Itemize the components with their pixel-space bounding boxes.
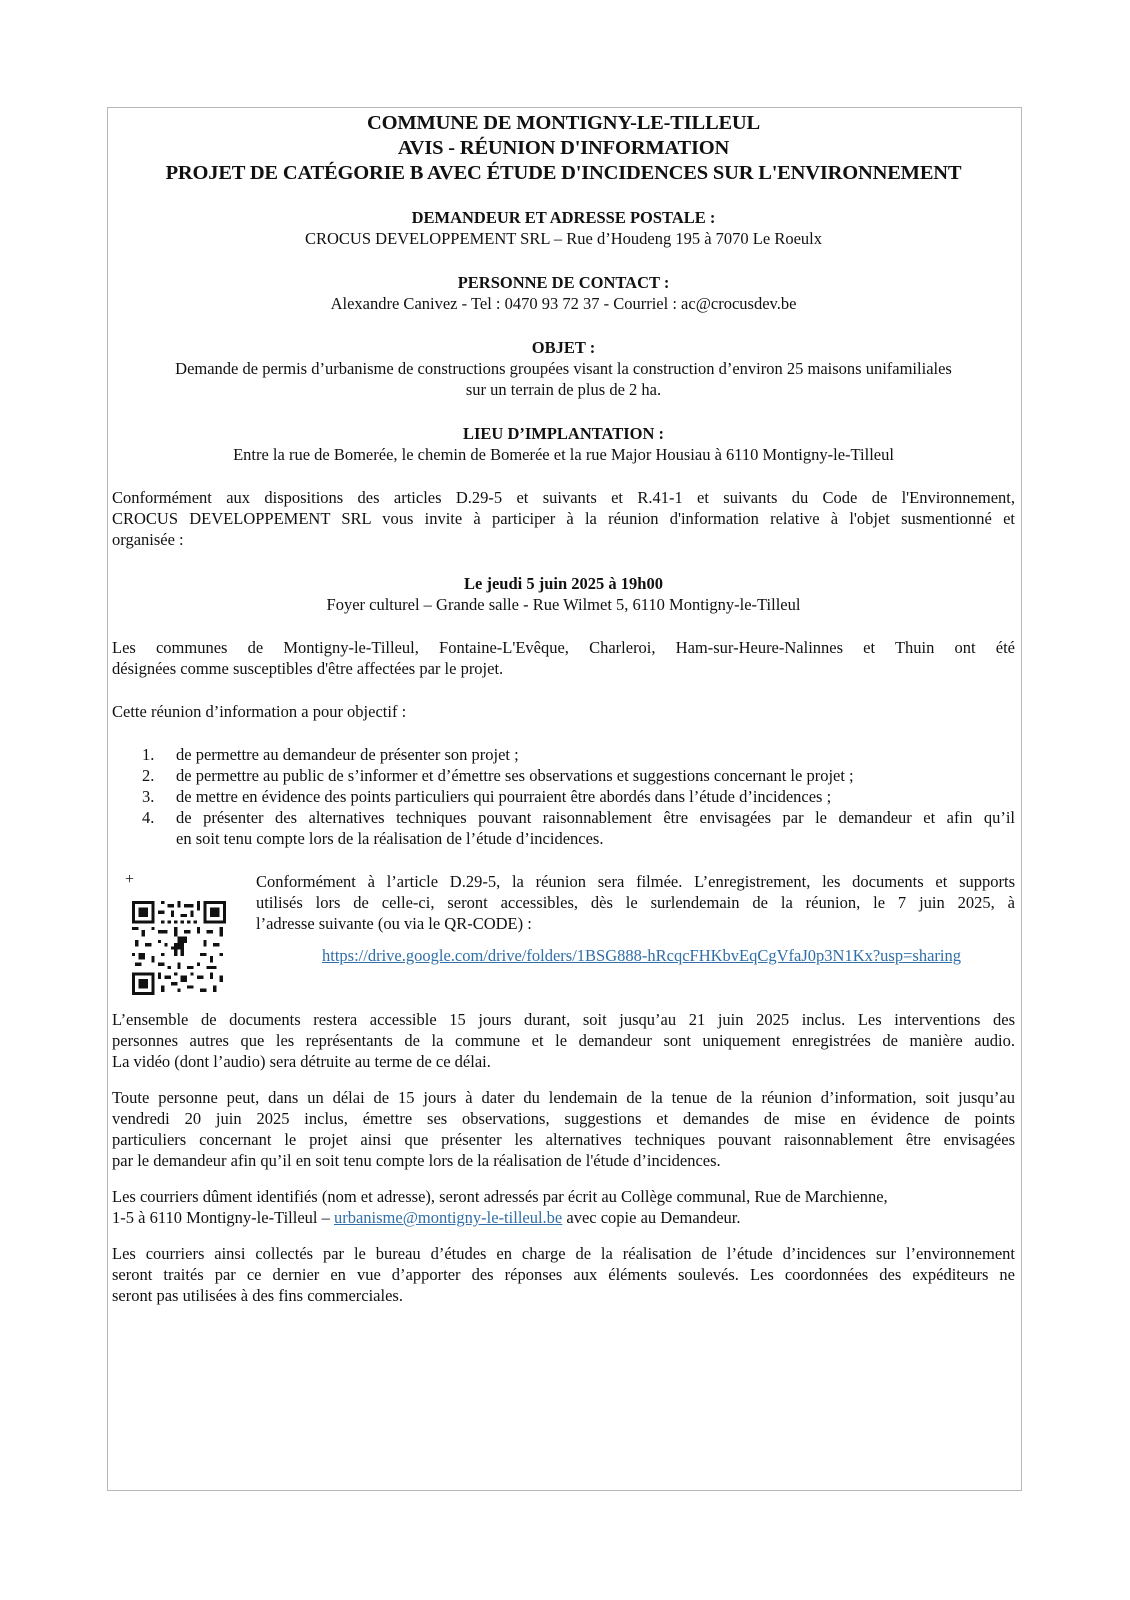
objectif-item: [112, 744, 1015, 765]
notice-frame: [107, 107, 1022, 1491]
lieu-text: Entre la rue de Bomerée, le chemin de Bomerée et la rue Major Housiau à 6110 Montigny-le-Tilleul: [233, 445, 894, 464]
title-projet: PROJET DE CATÉGORIE B AVEC ÉTUDE D'INCIDENCES SUR L'ENVIRONNEMENT: [165, 162, 962, 184]
communes-paragraph: [112, 637, 1015, 679]
qr-code-icon[interactable]: [132, 901, 226, 995]
item-text: de permettre au public de s’informer et d’émettre ses observations et suggestions concernant le projet ;: [176, 766, 854, 785]
objet-line1: Demande de permis d’urbanisme de constructions groupées visant la construction d’environ 25 maisons unifamiliales: [175, 359, 952, 378]
meeting-place: Foyer culturel – Grande salle - Rue Wilmet 5, 6110 Montigny-le-Tilleul: [326, 595, 801, 614]
collecte-paragraph: [112, 1243, 1015, 1306]
objectifs-intro: Cette réunion d’information a pour objectif :: [112, 702, 407, 721]
courriers-copy: avec copie au Demandeur.: [562, 1208, 741, 1227]
item-number: 3.: [142, 787, 155, 806]
objectif-item: [112, 786, 1015, 807]
demandeur-heading: DEMANDEUR ET ADRESSE POSTALE :: [411, 208, 716, 227]
recording-block: [112, 871, 1015, 1003]
communes-line: désignées comme susceptibles d'être affectées par le projet.: [112, 659, 504, 678]
item-number: 4.: [142, 808, 155, 827]
notice-content: [108, 108, 1021, 1306]
communes-line: Les communes de Montigny-le-Tilleul, Fontaine-L'Evêque, Charleroi, Ham-sur-Heure-Nalinnes et Thuin ont été: [112, 638, 1015, 657]
intro-line: organisée :: [112, 530, 184, 549]
recording-line: utilisés lors de celle-ci, seront accessibles, dès le surlendemain de la réunion, le 7 juin 2025, à: [256, 893, 1015, 912]
contact-heading: PERSONNE DE CONTACT :: [457, 273, 670, 292]
drive-link[interactable]: https://drive.google.com/drive/folders/1BSG888-hRcqcFHKbvEqCgVfaJ0p3N1Kx?usp=sharing: [322, 946, 961, 965]
recording-text: [256, 871, 1015, 966]
recording-line: Conformément à l’article D.29-5, la réunion sera filmée. L’enregistrement, les documents et supports: [256, 872, 1015, 891]
availability-line: personnes autres que les représentants de la commune et le demandeur sont uniquement enregistrées de manière audio.: [112, 1031, 1015, 1050]
item-text: de permettre au demandeur de présenter son projet ;: [176, 745, 519, 764]
courriers-line: [112, 1207, 1015, 1228]
item-text: de mettre en évidence des points particuliers qui pourraient être abordés dans l’étude d’incidences ;: [176, 787, 832, 806]
objectif-item: [112, 765, 1015, 786]
observations-line: Toute personne peut, dans un délai de 15 jours à dater du lendemain de la tenue de la réunion d’information, soit jusqu’au: [112, 1088, 1015, 1107]
observations-line: vendredi 20 juin 2025 inclus, émettre ses observations, suggestions et demandes de mise en évidence de points: [112, 1109, 1015, 1128]
observations-line: particuliers concernant le projet ainsi que présenter les alternatives techniques pouvant raisonnablement être envisagées: [112, 1130, 1015, 1149]
section-contact: [112, 272, 1015, 314]
item-number: 2.: [142, 766, 155, 785]
meeting-date: Le jeudi 5 juin 2025 à 19h00: [464, 574, 663, 593]
plus-icon: +: [125, 871, 135, 888]
item-number: 1.: [142, 745, 155, 764]
collecte-line: Les courriers ainsi collectés par le bureau d’études en charge de la réalisation de l’étude d’incidences sur l’environnement: [112, 1244, 1015, 1263]
lieu-heading: LIEU D’IMPLANTATION :: [462, 424, 665, 443]
item-text: en soit tenu compte lors de la réalisation de l’étude d’incidences.: [176, 829, 604, 848]
objectifs-list: [112, 744, 1015, 849]
notice-title: [112, 111, 1015, 186]
collecte-line: seront pas utilisées à des fins commerciales.: [112, 1286, 403, 1305]
courriers-line: Les courriers dûment identifiés (nom et adresse), seront adressés par écrit au Collège communal, Rue de Marchienne,: [112, 1187, 888, 1206]
objet-heading: OBJET :: [531, 338, 596, 357]
recording-line: l’adresse suivante (ou via le QR-CODE) :: [256, 914, 532, 933]
section-lieu: [112, 423, 1015, 465]
courriers-address: 1-5 à 6110 Montigny-le-Tilleul –: [112, 1208, 334, 1227]
demandeur-text: CROCUS DEVELOPPEMENT SRL – Rue d’Houdeng 195 à 7070 Le Roeulx: [305, 229, 822, 248]
observations-paragraph: [112, 1087, 1015, 1171]
availability-line: La vidéo (dont l’audio) sera détruite au terme de ce délai.: [112, 1052, 491, 1071]
availability-paragraph: [112, 1009, 1015, 1072]
item-text: de présenter des alternatives techniques pouvant raisonnablement être envisagées par le demandeur et afin qu’il: [176, 808, 1015, 827]
collecte-line: seront traités par ce dernier en vue d’apporter des réponses aux éléments soulevés. Les coordonnées des expéditeurs ne: [112, 1265, 1015, 1284]
email-link[interactable]: urbanisme@montigny-le-tilleul.be: [333, 1208, 563, 1227]
availability-line: L’ensemble de documents restera accessible 15 jours durant, soit jusqu’au 21 juin 2025 inclus. Les interventions des: [112, 1010, 1015, 1029]
objectif-item: [112, 807, 1015, 849]
courriers-paragraph: [112, 1186, 1015, 1228]
title-avis: AVIS - RÉUNION D'INFORMATION: [397, 137, 730, 159]
meeting-details: [112, 573, 1015, 615]
intro-line: CROCUS DEVELOPPEMENT SRL vous invite à participer à la réunion d'information relative à l'objet susmentionné et: [112, 509, 1015, 528]
section-objet: [112, 337, 1015, 400]
section-demandeur: [112, 207, 1015, 249]
intro-paragraph: [112, 487, 1015, 550]
intro-line: Conformément aux dispositions des articles D.29-5 et suivants et R.41-1 et suivants du Code de l'Environnement,: [112, 488, 1015, 507]
observations-line: par le demandeur afin qu’il en soit tenu compte lors de la réalisation de l'étude d’incidences.: [112, 1151, 721, 1170]
title-commune: COMMUNE DE MONTIGNY-LE-TILLEUL: [366, 112, 761, 134]
contact-text: Alexandre Canivez - Tel : 0470 93 72 37 - Courriel : ac@crocusdev.be: [330, 294, 797, 313]
objet-line2: sur un terrain de plus de 2 ha.: [465, 380, 662, 399]
